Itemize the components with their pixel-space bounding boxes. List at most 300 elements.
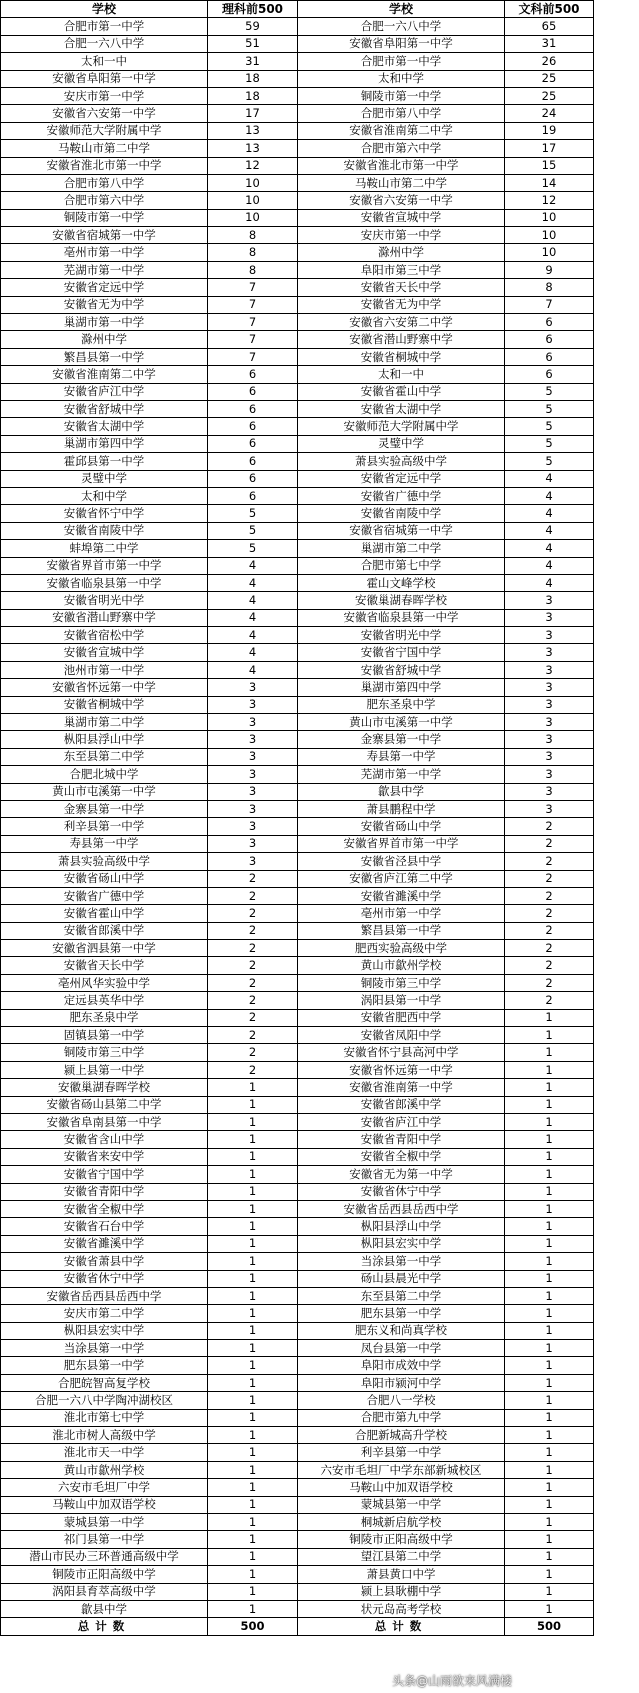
arts-count-cell: 8 bbox=[505, 279, 594, 296]
arts-school-cell: 铜陵市正阳高级中学 bbox=[298, 1531, 505, 1548]
arts-count-cell: 3 bbox=[505, 714, 594, 731]
science-count-cell: 1 bbox=[208, 1096, 298, 1113]
arts-school-cell: 安徽省肥西中学 bbox=[298, 1009, 505, 1026]
science-school-cell: 蒙城县第一中学 bbox=[1, 1513, 208, 1530]
arts-school-cell: 安徽省太湖中学 bbox=[298, 400, 505, 417]
science-count-cell: 8 bbox=[208, 227, 298, 244]
arts-count-cell: 4 bbox=[505, 540, 594, 557]
science-count-cell: 1 bbox=[208, 1322, 298, 1339]
science-count-cell: 13 bbox=[208, 122, 298, 139]
science-count-cell: 3 bbox=[208, 696, 298, 713]
science-school-cell: 合肥市第六中学 bbox=[1, 192, 208, 209]
arts-count-cell: 3 bbox=[505, 800, 594, 817]
science-school-cell: 铜陵市正阳高级中学 bbox=[1, 1566, 208, 1583]
table-row bbox=[1, 1531, 594, 1548]
arts-count-cell: 1 bbox=[505, 1218, 594, 1235]
arts-school-cell: 桐城新启航学校 bbox=[298, 1513, 505, 1530]
science-school-cell: 金寨县第一中学 bbox=[1, 800, 208, 817]
table-row bbox=[1, 261, 594, 278]
header-row bbox=[1, 1, 594, 18]
arts-school-cell: 涡阳县第一中学 bbox=[298, 992, 505, 1009]
total-science-count: 500 bbox=[208, 1618, 298, 1635]
table-row bbox=[1, 418, 594, 435]
arts-school-cell: 安徽省定远中学 bbox=[298, 470, 505, 487]
table-row bbox=[1, 435, 594, 452]
table-row bbox=[1, 905, 594, 922]
arts-school-cell: 合肥新城高升学校 bbox=[298, 1427, 505, 1444]
science-school-cell: 安徽省淮南第二中学 bbox=[1, 366, 208, 383]
science-school-cell: 固镇县第一中学 bbox=[1, 1027, 208, 1044]
science-count-cell: 3 bbox=[208, 800, 298, 817]
arts-school-cell: 阜阳市颍河中学 bbox=[298, 1374, 505, 1391]
arts-school-cell: 阜阳市成效中学 bbox=[298, 1357, 505, 1374]
arts-count-cell: 2 bbox=[505, 818, 594, 835]
science-count-cell: 1 bbox=[208, 1427, 298, 1444]
arts-count-cell: 31 bbox=[505, 35, 594, 52]
table-row bbox=[1, 800, 594, 817]
arts-school-cell: 安徽省南陵中学 bbox=[298, 505, 505, 522]
science-school-cell: 池州市第一中学 bbox=[1, 661, 208, 678]
science-count-cell: 3 bbox=[208, 731, 298, 748]
table-row bbox=[1, 1183, 594, 1200]
arts-count-cell: 12 bbox=[505, 192, 594, 209]
table-row bbox=[1, 1218, 594, 1235]
science-count-cell: 2 bbox=[208, 922, 298, 939]
table-row bbox=[1, 574, 594, 591]
table-row bbox=[1, 105, 594, 122]
table-row bbox=[1, 1305, 594, 1322]
science-school-cell: 安徽省岳西县岳西中学 bbox=[1, 1287, 208, 1304]
science-count-cell: 3 bbox=[208, 679, 298, 696]
arts-school-cell: 安徽省淮南第一中学 bbox=[298, 1079, 505, 1096]
header-science-top500: 理科前500 bbox=[208, 1, 298, 18]
science-count-cell: 1 bbox=[208, 1444, 298, 1461]
science-school-cell: 淮北市树人高级中学 bbox=[1, 1427, 208, 1444]
science-school-cell: 当涂县第一中学 bbox=[1, 1340, 208, 1357]
science-count-cell: 1 bbox=[208, 1079, 298, 1096]
table-row bbox=[1, 644, 594, 661]
arts-school-cell: 黄山市歙州学校 bbox=[298, 957, 505, 974]
table-row bbox=[1, 383, 594, 400]
table-row bbox=[1, 957, 594, 974]
science-school-cell: 安徽省砀山县第二中学 bbox=[1, 1096, 208, 1113]
science-school-cell: 肥东县第一中学 bbox=[1, 1357, 208, 1374]
science-count-cell: 6 bbox=[208, 435, 298, 452]
science-count-cell: 1 bbox=[208, 1114, 298, 1131]
science-school-cell: 安庆市第二中学 bbox=[1, 1305, 208, 1322]
arts-count-cell: 5 bbox=[505, 435, 594, 452]
science-count-cell: 31 bbox=[208, 53, 298, 70]
arts-school-cell: 安徽省霍山中学 bbox=[298, 383, 505, 400]
table-row bbox=[1, 853, 594, 870]
table-row bbox=[1, 209, 594, 226]
table-row bbox=[1, 331, 594, 348]
arts-count-cell: 1 bbox=[505, 1305, 594, 1322]
science-count-cell: 12 bbox=[208, 157, 298, 174]
science-count-cell: 1 bbox=[208, 1392, 298, 1409]
science-school-cell: 巢湖市第一中学 bbox=[1, 314, 208, 331]
science-count-cell: 13 bbox=[208, 140, 298, 157]
science-count-cell: 2 bbox=[208, 887, 298, 904]
science-count-cell: 1 bbox=[208, 1357, 298, 1374]
table-row bbox=[1, 557, 594, 574]
table-row bbox=[1, 192, 594, 209]
ranking-table-body bbox=[1, 1, 594, 1636]
table-row bbox=[1, 696, 594, 713]
science-school-cell: 安庆市第一中学 bbox=[1, 87, 208, 104]
arts-school-cell: 合肥市第一中学 bbox=[298, 53, 505, 70]
science-school-cell: 颍上县第一中学 bbox=[1, 1061, 208, 1078]
arts-school-cell: 安徽师范大学附属中学 bbox=[298, 418, 505, 435]
science-count-cell: 2 bbox=[208, 905, 298, 922]
science-school-cell: 枞阳县宏实中学 bbox=[1, 1322, 208, 1339]
arts-school-cell: 安徽省无为中学 bbox=[298, 296, 505, 313]
table-row bbox=[1, 766, 594, 783]
table-row bbox=[1, 1270, 594, 1287]
arts-school-cell: 安徽省庐江第二中学 bbox=[298, 870, 505, 887]
table-row bbox=[1, 1566, 594, 1583]
science-school-cell: 安徽省阜南县第一中学 bbox=[1, 1114, 208, 1131]
science-count-cell: 10 bbox=[208, 192, 298, 209]
arts-count-cell: 4 bbox=[505, 557, 594, 574]
science-count-cell: 4 bbox=[208, 592, 298, 609]
science-count-cell: 6 bbox=[208, 418, 298, 435]
arts-count-cell: 25 bbox=[505, 87, 594, 104]
science-school-cell: 亳州风华实验中学 bbox=[1, 974, 208, 991]
arts-school-cell: 安徽省界首市第一中学 bbox=[298, 835, 505, 852]
arts-count-cell: 1 bbox=[505, 1496, 594, 1513]
science-school-cell: 马鞍山市第二中学 bbox=[1, 140, 208, 157]
arts-count-cell: 3 bbox=[505, 679, 594, 696]
science-school-cell: 铜陵市第一中学 bbox=[1, 209, 208, 226]
table-row bbox=[1, 70, 594, 87]
science-school-cell: 合肥市第一中学 bbox=[1, 18, 208, 35]
science-school-cell: 合肥北城中学 bbox=[1, 766, 208, 783]
table-row bbox=[1, 35, 594, 52]
table-row bbox=[1, 1496, 594, 1513]
arts-count-cell: 3 bbox=[505, 627, 594, 644]
arts-count-cell: 2 bbox=[505, 957, 594, 974]
table-row bbox=[1, 53, 594, 70]
science-school-cell: 合肥皖智高复学校 bbox=[1, 1374, 208, 1391]
table-row bbox=[1, 122, 594, 139]
science-count-cell: 1 bbox=[208, 1583, 298, 1600]
arts-school-cell: 望江县第二中学 bbox=[298, 1548, 505, 1565]
arts-school-cell: 当涂县第一中学 bbox=[298, 1253, 505, 1270]
arts-school-cell: 霍山文峰学校 bbox=[298, 574, 505, 591]
arts-count-cell: 25 bbox=[505, 70, 594, 87]
science-count-cell: 4 bbox=[208, 609, 298, 626]
table-row bbox=[1, 505, 594, 522]
science-school-cell: 安徽省界首市第一中学 bbox=[1, 557, 208, 574]
science-school-cell: 安徽省全椒中学 bbox=[1, 1200, 208, 1217]
science-count-cell: 1 bbox=[208, 1496, 298, 1513]
table-row bbox=[1, 400, 594, 417]
arts-count-cell: 1 bbox=[505, 1531, 594, 1548]
science-count-cell: 1 bbox=[208, 1566, 298, 1583]
arts-school-cell: 安徽省六安第二中学 bbox=[298, 314, 505, 331]
science-count-cell: 1 bbox=[208, 1513, 298, 1530]
table-row bbox=[1, 1009, 594, 1026]
table-row bbox=[1, 157, 594, 174]
arts-count-cell: 2 bbox=[505, 887, 594, 904]
science-school-cell: 安徽省无为中学 bbox=[1, 296, 208, 313]
table-row bbox=[1, 366, 594, 383]
table-row bbox=[1, 609, 594, 626]
science-count-cell: 5 bbox=[208, 540, 298, 557]
science-count-cell: 3 bbox=[208, 714, 298, 731]
arts-school-cell: 安徽省宁国中学 bbox=[298, 644, 505, 661]
science-count-cell: 1 bbox=[208, 1287, 298, 1304]
arts-school-cell: 安徽省郎溪中学 bbox=[298, 1096, 505, 1113]
science-school-cell: 安徽省临泉县第一中学 bbox=[1, 574, 208, 591]
arts-count-cell: 1 bbox=[505, 1583, 594, 1600]
science-count-cell: 7 bbox=[208, 331, 298, 348]
arts-count-cell: 4 bbox=[505, 505, 594, 522]
arts-count-cell: 4 bbox=[505, 487, 594, 504]
arts-count-cell: 1 bbox=[505, 1044, 594, 1061]
table-row bbox=[1, 1461, 594, 1478]
science-school-cell: 安徽省来安中学 bbox=[1, 1148, 208, 1165]
arts-school-cell: 安徽省阜阳第一中学 bbox=[298, 35, 505, 52]
arts-school-cell: 安徽省宿城第一中学 bbox=[298, 522, 505, 539]
table-row bbox=[1, 1374, 594, 1391]
science-school-cell: 安徽省濉溪中学 bbox=[1, 1235, 208, 1252]
science-count-cell: 2 bbox=[208, 1027, 298, 1044]
arts-count-cell: 1 bbox=[505, 1183, 594, 1200]
arts-school-cell: 太和中学 bbox=[298, 70, 505, 87]
science-school-cell: 安徽省霍山中学 bbox=[1, 905, 208, 922]
science-count-cell: 6 bbox=[208, 470, 298, 487]
table-row bbox=[1, 244, 594, 261]
arts-school-cell: 肥东圣泉中学 bbox=[298, 696, 505, 713]
arts-school-cell: 合肥八一学校 bbox=[298, 1392, 505, 1409]
science-school-cell: 安徽省明光中学 bbox=[1, 592, 208, 609]
science-school-cell: 安徽省怀宁中学 bbox=[1, 505, 208, 522]
arts-school-cell: 铜陵市第一中学 bbox=[298, 87, 505, 104]
science-school-cell: 安徽省宣城中学 bbox=[1, 644, 208, 661]
table-row bbox=[1, 1444, 594, 1461]
science-school-cell: 安徽省淮北市第一中学 bbox=[1, 157, 208, 174]
arts-school-cell: 马鞍山中加双语学校 bbox=[298, 1479, 505, 1496]
arts-school-cell: 安徽省庐江中学 bbox=[298, 1114, 505, 1131]
science-count-cell: 4 bbox=[208, 627, 298, 644]
header-school-1: 学校 bbox=[1, 1, 208, 18]
science-count-cell: 7 bbox=[208, 348, 298, 365]
table-row bbox=[1, 818, 594, 835]
science-school-cell: 芜湖市第一中学 bbox=[1, 261, 208, 278]
arts-school-cell: 太和一中 bbox=[298, 366, 505, 383]
table-row bbox=[1, 540, 594, 557]
total-row bbox=[1, 1618, 594, 1635]
arts-count-cell: 3 bbox=[505, 766, 594, 783]
arts-count-cell: 1 bbox=[505, 1166, 594, 1183]
science-count-cell: 7 bbox=[208, 314, 298, 331]
arts-count-cell: 14 bbox=[505, 174, 594, 191]
arts-count-cell: 1 bbox=[505, 1566, 594, 1583]
watermark: 头条@山雨欲来风满楼 bbox=[392, 1674, 513, 1688]
science-count-cell: 5 bbox=[208, 522, 298, 539]
arts-count-cell: 2 bbox=[505, 992, 594, 1009]
science-school-cell: 亳州市第一中学 bbox=[1, 244, 208, 261]
science-count-cell: 1 bbox=[208, 1600, 298, 1617]
arts-count-cell: 3 bbox=[505, 592, 594, 609]
science-school-cell: 安徽省太湖中学 bbox=[1, 418, 208, 435]
science-school-cell: 歙县中学 bbox=[1, 1600, 208, 1617]
arts-count-cell: 1 bbox=[505, 1322, 594, 1339]
science-count-cell: 2 bbox=[208, 957, 298, 974]
arts-count-cell: 65 bbox=[505, 18, 594, 35]
table-row bbox=[1, 1287, 594, 1304]
arts-count-cell: 4 bbox=[505, 574, 594, 591]
science-count-cell: 18 bbox=[208, 70, 298, 87]
science-school-cell: 灵璧中学 bbox=[1, 470, 208, 487]
science-count-cell: 3 bbox=[208, 783, 298, 800]
arts-count-cell: 1 bbox=[505, 1287, 594, 1304]
table-row bbox=[1, 1479, 594, 1496]
arts-count-cell: 3 bbox=[505, 644, 594, 661]
arts-school-cell: 安徽省怀宁县高河中学 bbox=[298, 1044, 505, 1061]
table-row bbox=[1, 1392, 594, 1409]
arts-count-cell: 3 bbox=[505, 609, 594, 626]
arts-school-cell: 巢湖市第二中学 bbox=[298, 540, 505, 557]
science-count-cell: 17 bbox=[208, 105, 298, 122]
table-row bbox=[1, 1114, 594, 1131]
table-row bbox=[1, 1548, 594, 1565]
science-school-cell: 安徽省庐江中学 bbox=[1, 383, 208, 400]
arts-count-cell: 1 bbox=[505, 1253, 594, 1270]
science-school-cell: 安徽省广德中学 bbox=[1, 887, 208, 904]
arts-school-cell: 安徽省临泉县第一中学 bbox=[298, 609, 505, 626]
arts-count-cell: 5 bbox=[505, 453, 594, 470]
arts-school-cell: 安徽省无为第一中学 bbox=[298, 1166, 505, 1183]
arts-school-cell: 肥东县第一中学 bbox=[298, 1305, 505, 1322]
arts-count-cell: 24 bbox=[505, 105, 594, 122]
science-count-cell: 1 bbox=[208, 1253, 298, 1270]
arts-count-cell: 4 bbox=[505, 522, 594, 539]
table-row bbox=[1, 314, 594, 331]
arts-school-cell: 萧县鹏程中学 bbox=[298, 800, 505, 817]
arts-school-cell: 合肥一六八中学 bbox=[298, 18, 505, 35]
arts-school-cell: 枞阳县宏实中学 bbox=[298, 1235, 505, 1252]
arts-school-cell: 安徽省砀山中学 bbox=[298, 818, 505, 835]
science-count-cell: 10 bbox=[208, 209, 298, 226]
arts-school-cell: 合肥市第九中学 bbox=[298, 1409, 505, 1426]
science-count-cell: 1 bbox=[208, 1218, 298, 1235]
table-row bbox=[1, 18, 594, 35]
science-count-cell: 4 bbox=[208, 661, 298, 678]
science-count-cell: 6 bbox=[208, 366, 298, 383]
science-count-cell: 1 bbox=[208, 1479, 298, 1496]
science-count-cell: 6 bbox=[208, 453, 298, 470]
arts-count-cell: 2 bbox=[505, 870, 594, 887]
arts-count-cell: 6 bbox=[505, 348, 594, 365]
total-arts-count: 500 bbox=[505, 1618, 594, 1635]
arts-count-cell: 10 bbox=[505, 244, 594, 261]
arts-school-cell: 安徽省潜山野寨中学 bbox=[298, 331, 505, 348]
arts-count-cell: 3 bbox=[505, 696, 594, 713]
arts-count-cell: 1 bbox=[505, 1479, 594, 1496]
science-school-cell: 合肥一六八中学 bbox=[1, 35, 208, 52]
arts-count-cell: 2 bbox=[505, 853, 594, 870]
arts-count-cell: 1 bbox=[505, 1131, 594, 1148]
arts-school-cell: 肥东义和尚真学校 bbox=[298, 1322, 505, 1339]
arts-count-cell: 2 bbox=[505, 974, 594, 991]
science-count-cell: 1 bbox=[208, 1183, 298, 1200]
science-count-cell: 7 bbox=[208, 279, 298, 296]
table-row bbox=[1, 348, 594, 365]
science-school-cell: 利辛县第一中学 bbox=[1, 818, 208, 835]
total-label-arts: 总计数 bbox=[298, 1618, 505, 1635]
arts-school-cell: 金寨县第一中学 bbox=[298, 731, 505, 748]
science-school-cell: 枞阳县浮山中学 bbox=[1, 731, 208, 748]
table-row bbox=[1, 714, 594, 731]
table-row bbox=[1, 1253, 594, 1270]
science-school-cell: 安徽省定远中学 bbox=[1, 279, 208, 296]
arts-school-cell: 利辛县第一中学 bbox=[298, 1444, 505, 1461]
arts-count-cell: 5 bbox=[505, 400, 594, 417]
table-row bbox=[1, 522, 594, 539]
science-count-cell: 4 bbox=[208, 574, 298, 591]
table-row bbox=[1, 1427, 594, 1444]
table-row bbox=[1, 592, 594, 609]
table-row bbox=[1, 661, 594, 678]
arts-count-cell: 17 bbox=[505, 140, 594, 157]
science-count-cell: 1 bbox=[208, 1548, 298, 1565]
table-row bbox=[1, 783, 594, 800]
arts-school-cell: 合肥市第六中学 bbox=[298, 140, 505, 157]
table-row bbox=[1, 1322, 594, 1339]
science-school-cell: 祁门县第一中学 bbox=[1, 1531, 208, 1548]
table-row bbox=[1, 922, 594, 939]
science-school-cell: 安徽省桐城中学 bbox=[1, 696, 208, 713]
arts-count-cell: 1 bbox=[505, 1600, 594, 1617]
arts-school-cell: 安徽省青阳中学 bbox=[298, 1131, 505, 1148]
arts-school-cell: 六安市毛坦厂中学东部新城校区 bbox=[298, 1461, 505, 1478]
arts-school-cell: 繁昌县第一中学 bbox=[298, 922, 505, 939]
science-school-cell: 巢湖市第四中学 bbox=[1, 435, 208, 452]
science-school-cell: 安徽省青阳中学 bbox=[1, 1183, 208, 1200]
arts-school-cell: 安徽省六安第一中学 bbox=[298, 192, 505, 209]
arts-school-cell: 东至县第二中学 bbox=[298, 1287, 505, 1304]
table-row bbox=[1, 992, 594, 1009]
arts-school-cell: 砀山县晨光中学 bbox=[298, 1270, 505, 1287]
science-school-cell: 萧县实验高级中学 bbox=[1, 853, 208, 870]
science-school-cell: 安徽省舒城中学 bbox=[1, 400, 208, 417]
table-row bbox=[1, 279, 594, 296]
science-count-cell: 59 bbox=[208, 18, 298, 35]
table-row bbox=[1, 974, 594, 991]
science-school-cell: 合肥一六八中学陶冲湖校区 bbox=[1, 1392, 208, 1409]
arts-count-cell: 1 bbox=[505, 1427, 594, 1444]
science-school-cell: 黄山市屯溪第一中学 bbox=[1, 783, 208, 800]
science-count-cell: 2 bbox=[208, 1009, 298, 1026]
science-school-cell: 安徽省六安第一中学 bbox=[1, 105, 208, 122]
arts-school-cell: 安徽省舒城中学 bbox=[298, 661, 505, 678]
arts-count-cell: 1 bbox=[505, 1374, 594, 1391]
table-row bbox=[1, 679, 594, 696]
arts-school-cell: 安徽省濉溪中学 bbox=[298, 887, 505, 904]
arts-count-cell: 6 bbox=[505, 314, 594, 331]
science-count-cell: 1 bbox=[208, 1374, 298, 1391]
science-count-cell: 1 bbox=[208, 1531, 298, 1548]
science-count-cell: 6 bbox=[208, 487, 298, 504]
science-count-cell: 1 bbox=[208, 1200, 298, 1217]
science-count-cell: 8 bbox=[208, 261, 298, 278]
arts-school-cell: 黄山市屯溪第一中学 bbox=[298, 714, 505, 731]
table-row bbox=[1, 627, 594, 644]
arts-school-cell: 安徽省天长中学 bbox=[298, 279, 505, 296]
